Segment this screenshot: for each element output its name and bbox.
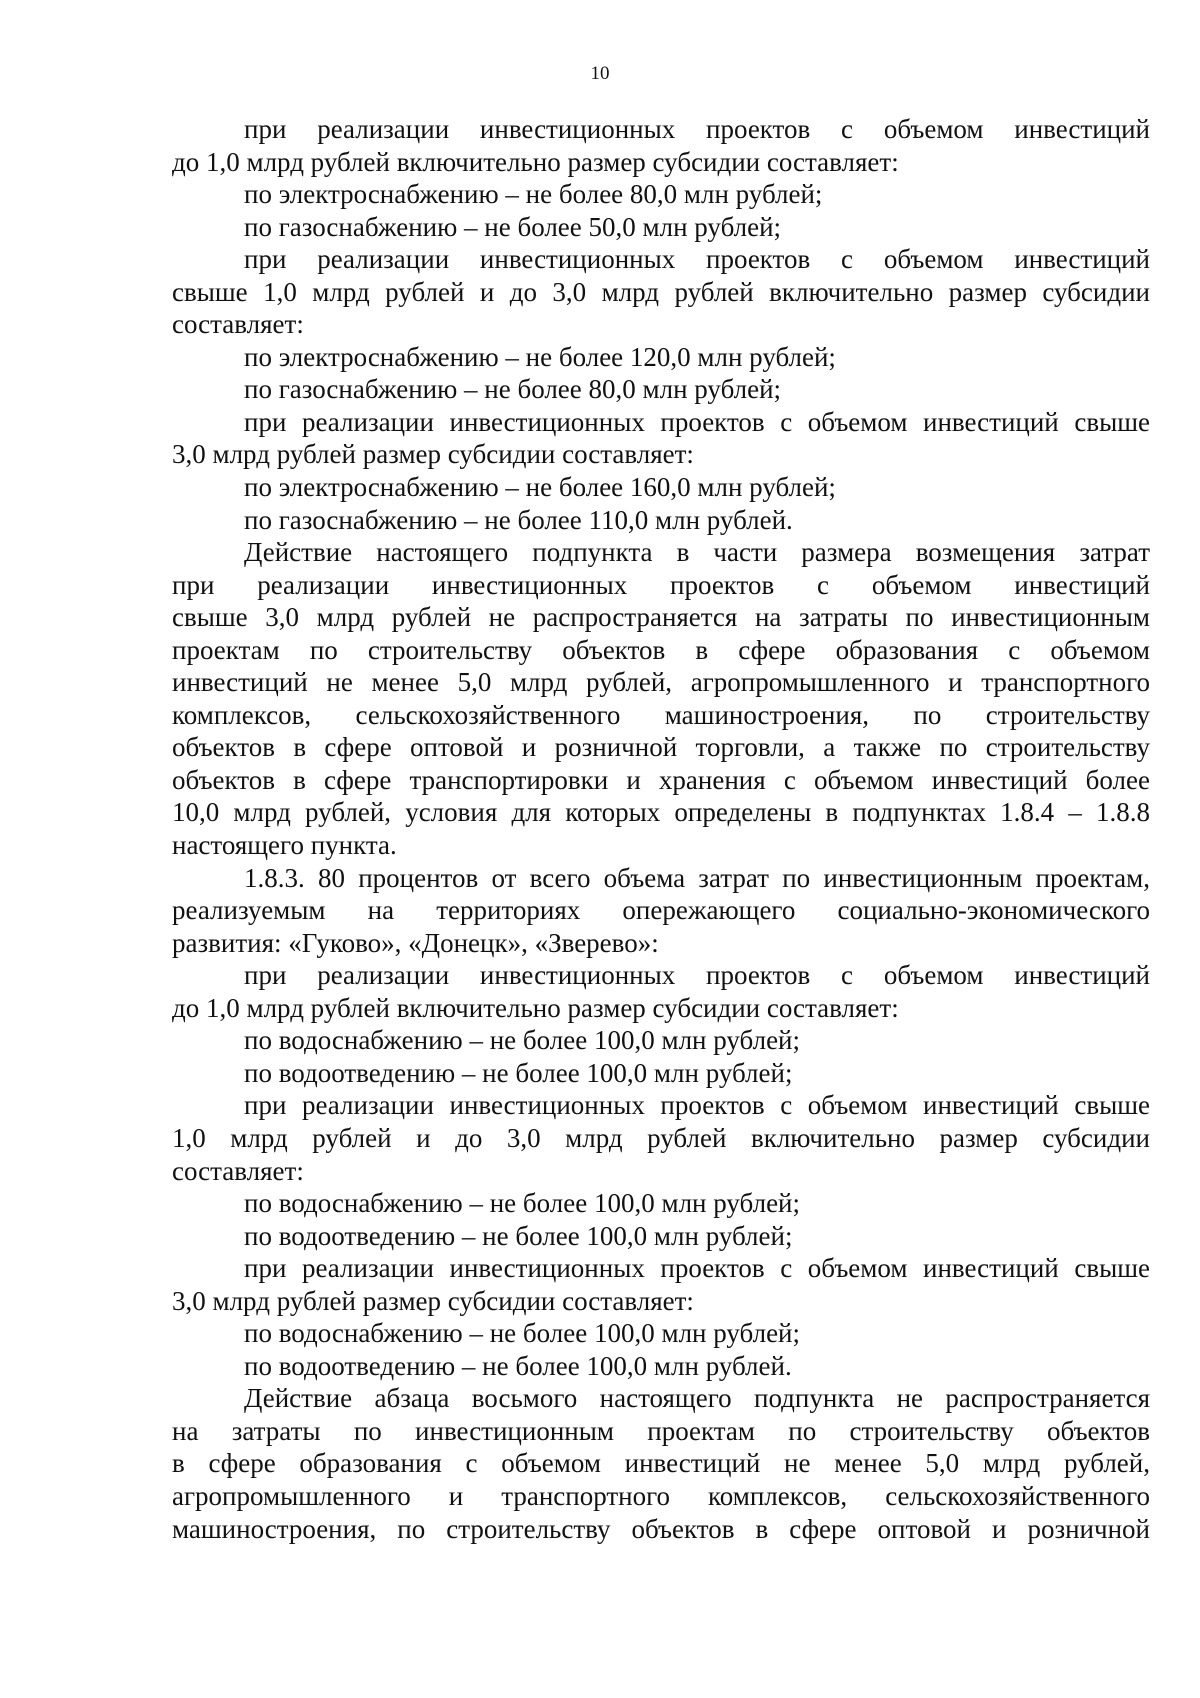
text-line: свыше 1,0 млрд рублей и до 3,0 млрд рублей включительно размер субсидии xyxy=(172,276,1150,307)
text-line: составляет: xyxy=(172,1155,304,1186)
text-line: до 1,0 млрд рублей включительно размер субсидии составляет: xyxy=(172,146,899,177)
text-line: развития: «Гуково», «Донецк», «Зверево»: xyxy=(172,927,659,958)
text-line: комплексов, сельскохозяйственного машиностроения, по строительству xyxy=(172,699,1150,730)
text-line: при реализации инвестиционных проектов с объемом инвестиций свыше xyxy=(244,1090,1150,1121)
text-line: по газоснабжению – не более 50,0 млн рублей; xyxy=(244,211,782,242)
text-line: 3,0 млрд рублей размер субсидии составляет: xyxy=(172,1285,694,1316)
text-line: Действие настоящего подпункта в части размера возмещения затрат xyxy=(244,537,1150,568)
text-line: по электроснабжению – не более 160,0 млн рублей; xyxy=(244,472,836,503)
text-line: при реализации инвестиционных проектов с объемом инвестиций свыше xyxy=(244,406,1150,437)
text-line: агропромышленного и транспортного комплексов, сельскохозяйственного xyxy=(172,1480,1150,1511)
text-line: свыше 3,0 млрд рублей не распространяется на затраты по инвестиционным xyxy=(172,602,1150,633)
text-line: при реализации инвестиционных проектов с объемом инвестиций свыше xyxy=(244,1253,1150,1284)
text-line: 1,0 млрд рублей и до 3,0 млрд рублей включительно размер субсидии xyxy=(172,1122,1150,1153)
page-number: 10 xyxy=(590,63,610,84)
text-line: при реализации инвестиционных проектов с объемом инвестиций xyxy=(244,960,1150,991)
text-line: по водоснабжению – не более 100,0 млн рублей; xyxy=(244,1025,801,1056)
text-line: составляет: xyxy=(172,309,304,340)
text-line: по водоснабжению – не более 100,0 млн рублей; xyxy=(244,1188,801,1219)
text-line: Действие абзаца восьмого настоящего подпункта не распространяется xyxy=(244,1383,1150,1414)
text-line: объектов в сфере транспортировки и хранения с объемом инвестиций более xyxy=(172,764,1150,795)
text-line: по электроснабжению – не более 120,0 млн рублей; xyxy=(244,341,836,372)
text-line: 3,0 млрд рублей размер субсидии составляет: xyxy=(172,439,694,470)
text-line: проектам по строительству объектов в сфере образования с объемом xyxy=(172,634,1150,665)
text-line: 1.8.3. 80 процентов от всего объема затрат по инвестиционным проектам, xyxy=(244,862,1150,893)
text-line: машиностроения, по строительству объектов в сфере оптовой и розничной xyxy=(172,1513,1150,1544)
text-line: 10,0 млрд рублей, условия для которых определены в подпунктах 1.8.4 – 1.8.8 xyxy=(172,797,1150,828)
text-line: настоящего пункта. xyxy=(172,830,397,861)
text-line: по газоснабжению – не более 80,0 млн рублей; xyxy=(244,374,782,405)
text-line: по газоснабжению – не более 110,0 млн рублей. xyxy=(244,504,793,535)
text-line: при реализации инвестиционных проектов с объемом инвестиций xyxy=(244,114,1150,144)
text-line: до 1,0 млрд рублей включительно размер субсидии составляет: xyxy=(172,992,899,1023)
text-line: по водоотведению – не более 100,0 млн рублей; xyxy=(244,1057,793,1088)
text-line: при реализации инвестиционных проектов с объемом инвестиций xyxy=(244,244,1150,275)
text-line: инвестиций не менее 5,0 млрд рублей, агропромышленного и транспортного xyxy=(172,667,1150,698)
document-body xyxy=(172,113,1150,1545)
text-line: по водоотведению – не более 100,0 млн рублей. xyxy=(244,1350,792,1381)
text-line: объектов в сфере оптовой и розничной торговли, а также по строительству xyxy=(172,732,1150,763)
text-line: по водоснабжению – не более 100,0 млн рублей; xyxy=(244,1318,801,1349)
text-line: по водоотведению – не более 100,0 млн рублей; xyxy=(244,1220,793,1251)
text-line: реализуемым на территориях опережающего социально-экономического xyxy=(172,895,1150,926)
text-line: в сфере образования с объемом инвестиций не менее 5,0 млрд рублей, xyxy=(172,1448,1150,1479)
text-line: на затраты по инвестиционным проектам по строительству объектов xyxy=(172,1415,1150,1446)
text-line: при реализации инвестиционных проектов с объемом инвестиций xyxy=(172,569,1150,600)
text-line: по электроснабжению – не более 80,0 млн рублей; xyxy=(244,179,823,210)
